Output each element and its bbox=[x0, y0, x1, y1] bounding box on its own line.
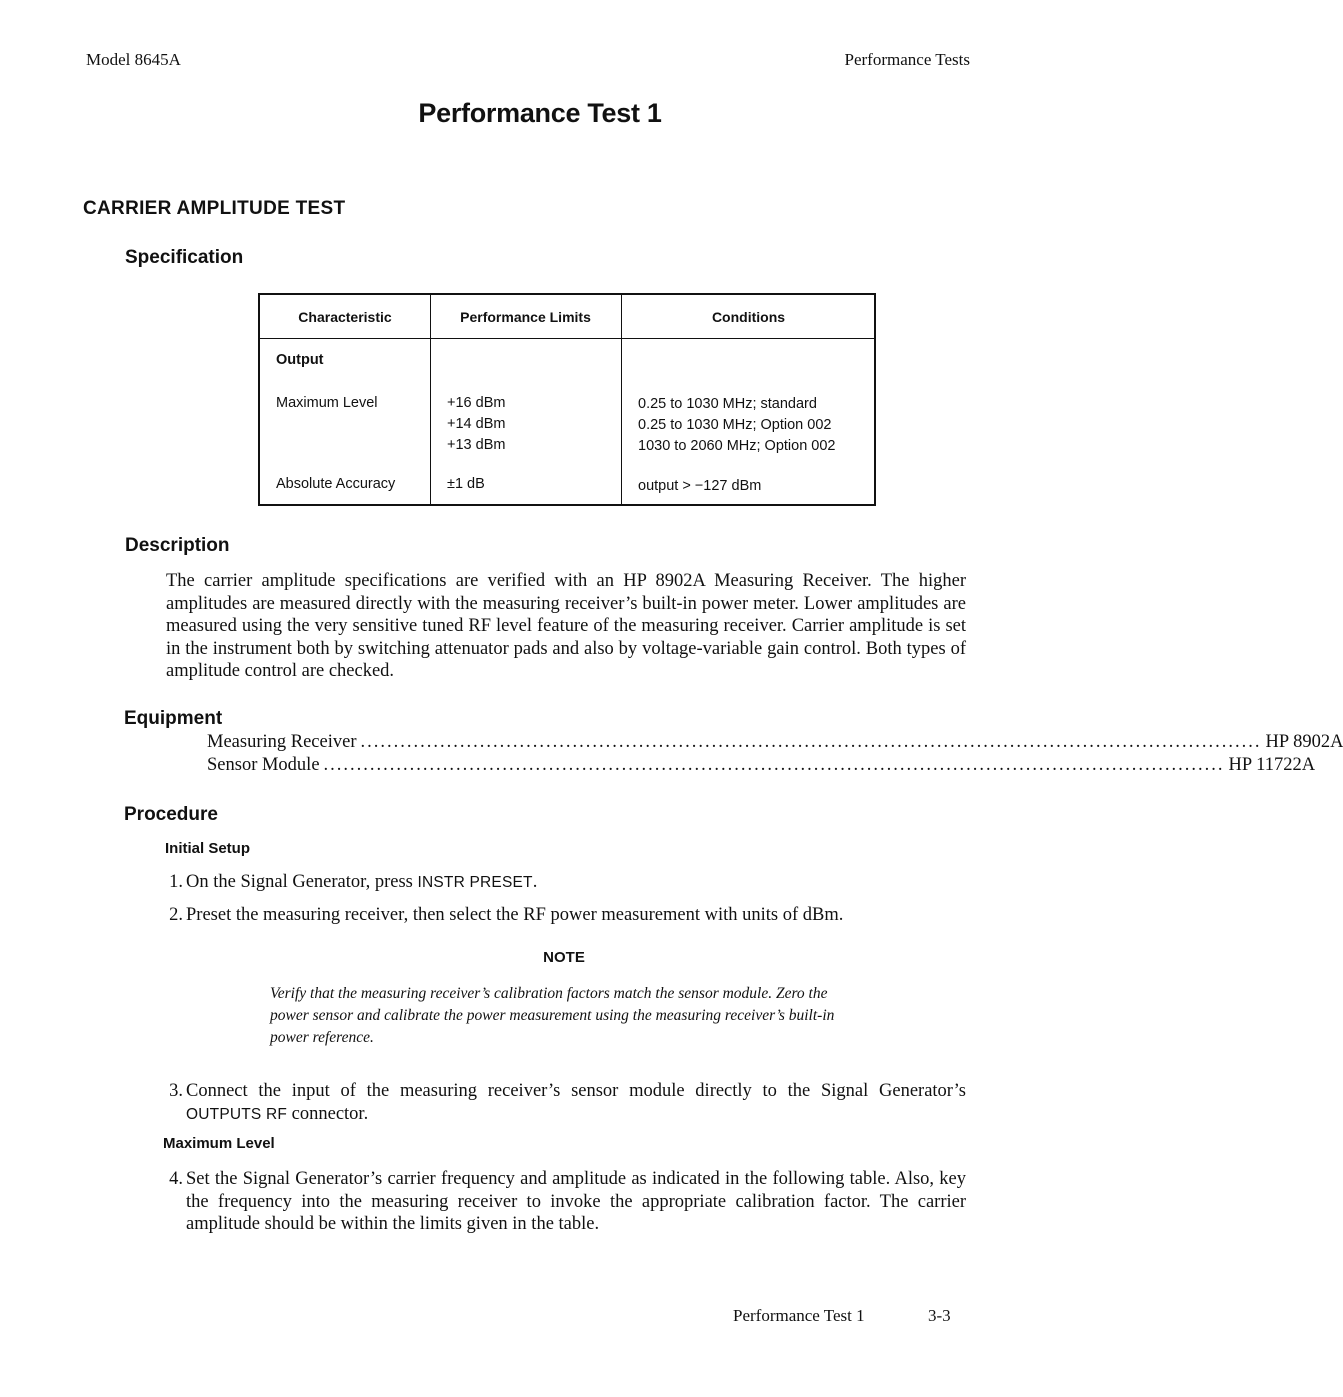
equipment-name: Sensor Module bbox=[207, 755, 320, 775]
equipment-name: Measuring Receiver bbox=[207, 732, 357, 752]
max-level-limit: +14 dBm bbox=[447, 416, 506, 432]
equipment-heading: Equipment bbox=[124, 708, 223, 729]
description-text: The carrier amplitude specifications are verified with an HP 8902A Measuring Receiver. The higher amplitudes are measured directly with the measuring receiver’s built-in power meter. Lower amplitudes are measured using the very sensitive tuned RF level feature of the measuring receiver. Carrier amplitude is set in the instrument both by switching attenuator pads and also by voltage-variable gain control. Both types of amplitude control are checked. bbox=[166, 571, 966, 681]
column-header-conditions: Conditions bbox=[711, 309, 786, 325]
accuracy-limit: ±1 dB bbox=[447, 476, 485, 492]
max-level-condition: 0.25 to 1030 MHz; Option 002 bbox=[638, 417, 832, 433]
test-title: CARRIER AMPLITUDE TEST bbox=[83, 198, 346, 219]
max-level-limit: +16 dBm bbox=[447, 395, 506, 411]
step-text-part: Connect the input of the measuring receiver’s sensor module directly to the Signal Generator’s bbox=[186, 1081, 966, 1101]
equipment-item bbox=[207, 732, 1343, 753]
header-section: Performance Tests bbox=[844, 50, 970, 69]
equipment-item bbox=[207, 755, 1316, 776]
specification-heading: Specification bbox=[125, 247, 244, 268]
specification-table bbox=[258, 293, 876, 506]
equipment-model: HP 8902A bbox=[1265, 732, 1343, 752]
accuracy-label: Absolute Accuracy bbox=[276, 476, 396, 492]
column-header-characteristic: Characteristic bbox=[298, 309, 392, 325]
outputs-rf-key: OUTPUTS RF bbox=[186, 1105, 288, 1123]
step-number: 1. bbox=[169, 872, 183, 892]
max-level-condition: 1030 to 2060 MHz; Option 002 bbox=[638, 438, 836, 454]
procedure-heading: Procedure bbox=[124, 804, 218, 825]
leader-dots: ........................................................................................................................................ bbox=[360, 732, 1262, 752]
initial-setup-heading: Initial Setup bbox=[165, 840, 251, 857]
description-heading: Description bbox=[125, 535, 230, 556]
maximum-level-heading: Maximum Level bbox=[163, 1135, 275, 1152]
leader-dots: ........................................................................................................................................ bbox=[323, 755, 1225, 775]
step-text: Preset the measuring receiver, then select the RF power measurement with units of dBm. bbox=[186, 905, 844, 925]
footer-page-number: 3-3 bbox=[928, 1306, 951, 1325]
step-text-part: . bbox=[532, 872, 538, 892]
step-text bbox=[186, 871, 537, 895]
note-label: NOTE bbox=[543, 949, 585, 966]
max-level-condition: 0.25 to 1030 MHz; standard bbox=[638, 396, 817, 412]
table-header-divider bbox=[260, 338, 874, 339]
table-divider bbox=[621, 295, 622, 504]
max-level-limit: +13 dBm bbox=[447, 437, 506, 453]
page-title: Performance Test 1 bbox=[418, 98, 662, 128]
step-text bbox=[186, 1080, 966, 1126]
table-divider bbox=[430, 295, 431, 504]
step-number: 2. bbox=[169, 905, 183, 925]
instr-preset-key: INSTR PRESET bbox=[417, 874, 533, 891]
footer-test-name: Performance Test 1 bbox=[733, 1306, 865, 1325]
step-text-part: connector. bbox=[287, 1103, 369, 1124]
step-number: 4. bbox=[169, 1169, 183, 1189]
accuracy-condition: output > −127 dBm bbox=[638, 478, 762, 494]
step-text-part: On the Signal Generator, press bbox=[186, 872, 418, 892]
column-header-performance-limits: Performance Limits bbox=[460, 309, 591, 325]
output-group-label: Output bbox=[276, 352, 324, 368]
max-level-label: Maximum Level bbox=[276, 395, 378, 411]
step-number: 3. bbox=[169, 1081, 183, 1101]
note-text: Verify that the measuring receiver’s calibration factors match the sensor module. Zero the power sensor and calibrate the power measurement using the measuring receiver’s built-in power reference. bbox=[270, 985, 835, 1046]
header-model: Model 8645A bbox=[86, 50, 181, 69]
step-text: Set the Signal Generator’s carrier frequency and amplitude as indicated in the following table. Also, key the frequency into the measuring receiver to invoke the appropriate calibration factor. The carrier amplitude should be within the limits given in the table. bbox=[186, 1169, 966, 1234]
equipment-model: HP 11722A bbox=[1228, 755, 1316, 775]
